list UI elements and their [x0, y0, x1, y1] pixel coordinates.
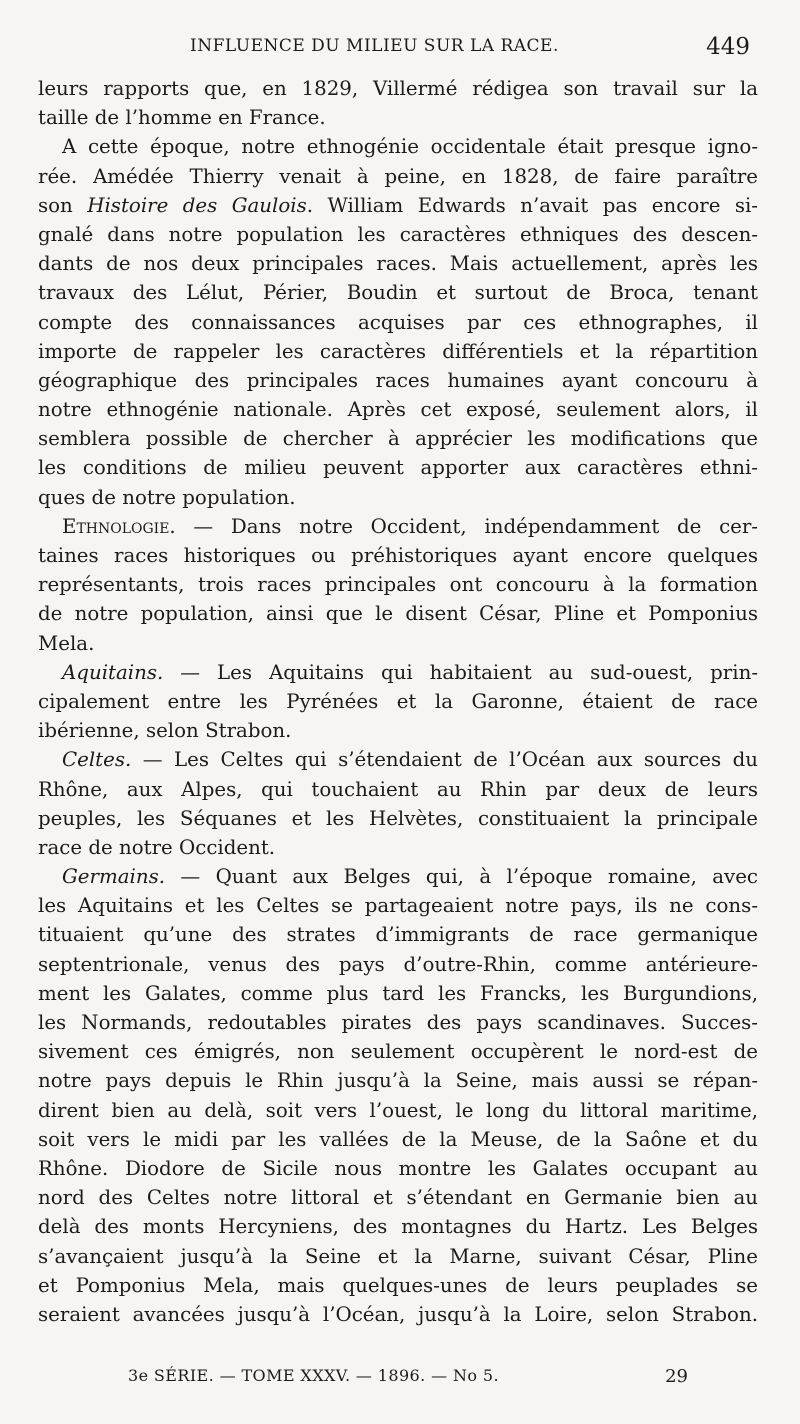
text-run: sivement ces émigrés, non seulement occupèrent le nord-est de [38, 1040, 758, 1064]
text-run: s’avançaient jusqu’à la Seine et la Marne, suivant César, Pline [38, 1244, 758, 1268]
text-run: peuples, les Séquanes et les Helvètes, constituaient la principale [38, 806, 758, 830]
text-line [38, 337, 758, 366]
text-line [38, 308, 758, 337]
text-run: et Pomponius Mela, mais quelques-unes de leurs peuplades se [38, 1273, 758, 1297]
text-run: notre ethnogénie nationale. Après cet exposé, seulement alors, il [38, 398, 758, 422]
text-run: seraient avancées jusqu’à l’Océan, jusqu’à la Loire, selon Strabon. [38, 1302, 758, 1326]
text-line [38, 395, 758, 424]
text-run: de notre population, ainsi que le disent César, Pline et Pomponius [38, 602, 758, 626]
text-run: A cette époque, notre ethnogénie occidentale était presque igno- [62, 135, 758, 159]
section-heading: Ethnologie. [62, 514, 176, 538]
text-run: taines races historiques ou préhistoriques ayant encore quelques [38, 544, 758, 567]
text-line [38, 950, 758, 979]
text-run: notre pays depuis le Rhin jusqu’à la Seine, mais aussi se répan- [38, 1069, 758, 1093]
text-run: . William Edwards n’avait pas encore si- [306, 193, 758, 217]
text-line [38, 1242, 758, 1271]
text-run: les Aquitains et les Celtes se partageaient notre pays, ils ne cons- [38, 894, 758, 918]
text-run: gnalé dans notre population les caractères ethniques des descen- [38, 222, 758, 246]
text-run: représentants, trois races principales ont concouru à la formation [38, 573, 758, 597]
italic-run: Germains. [62, 865, 166, 889]
text-line [38, 132, 758, 161]
text-run: delà des monts Hercyniens, des montagnes du Hartz. Les Belges [38, 1215, 758, 1239]
footer-series-info: 3e SÉRIE. — TOME XXXV. — 1896. — No 5. [128, 1366, 499, 1385]
page-number: 449 [706, 34, 750, 60]
text-line [38, 74, 758, 103]
text-line [38, 658, 758, 687]
text-line [38, 453, 758, 482]
italic-run: Aquitains. [62, 660, 164, 684]
text-line [38, 891, 758, 920]
text-line [38, 716, 758, 745]
text-run: Rhône, aux Alpes, qui touchaient au Rhin par deux de leurs [38, 777, 758, 801]
text-line [38, 1212, 758, 1241]
text-run: importe de rappeler les caractères différentiels et la répartition [38, 339, 758, 363]
running-title: INFLUENCE DU MILIEU SUR LA RACE. [190, 36, 559, 56]
text-line [38, 424, 758, 453]
text-line [38, 920, 758, 949]
text-line [38, 1300, 758, 1329]
text-run: taille de l’homme en France. [38, 106, 326, 130]
text-line [38, 366, 758, 395]
text-run: dirent bien au delà, soit vers l’ouest, le long du littoral maritime, [38, 1098, 758, 1122]
text-line [38, 862, 758, 891]
text-run: — Quant aux Belges qui, à l’époque romaine, avec [165, 865, 758, 889]
text-line [38, 512, 758, 541]
body-text [38, 74, 758, 1329]
text-line [38, 162, 758, 191]
text-run: compte des connaissances acquises par ces ethnographes, il [38, 310, 758, 334]
text-line [38, 1125, 758, 1154]
text-line [38, 1037, 758, 1066]
text-line [38, 833, 758, 862]
text-run: Mela. [38, 631, 95, 655]
italic-run: Histoire des Gaulois [87, 193, 307, 217]
text-run: travaux des Lélut, Périer, Boudin et surtout de Broca, tenant [38, 281, 758, 305]
italic-run: Celtes. [62, 748, 132, 772]
text-line [38, 1096, 758, 1125]
text-line [38, 979, 758, 1008]
text-run: les conditions de milieu peuvent apporter aux caractères ethni- [38, 456, 758, 480]
text-line [38, 629, 758, 658]
text-line [38, 599, 758, 628]
text-line [38, 1271, 758, 1300]
text-run: — Dans notre Occident, indépendamment de cer- [175, 514, 758, 538]
text-run: ques de notre population. [38, 485, 296, 509]
text-run: race de notre Occident. [38, 835, 276, 859]
text-run: ment les Galates, comme plus tard les Francks, les Burgundions, [38, 981, 758, 1005]
running-head [190, 34, 750, 64]
text-run: ibérienne, selon Strabon. [38, 719, 292, 743]
text-run: tituaient qu’une des strates d’immigrants de race germanique [38, 923, 758, 947]
text-run: les Normands, redoutables pirates des pays scandinaves. Succes- [38, 1011, 758, 1034]
text-line [38, 220, 758, 249]
text-line [38, 1066, 758, 1095]
text-line [38, 249, 758, 278]
text-line [38, 103, 758, 132]
page-footer [128, 1366, 688, 1392]
text-run: dants de nos deux principales races. Mais actuellement, après les [38, 252, 758, 276]
text-line [38, 1183, 758, 1212]
text-line [38, 687, 758, 716]
text-run: soit vers le midi par les vallées de la Meuse, de la Saône et du [38, 1127, 758, 1151]
text-line [38, 804, 758, 833]
text-run: cipalement entre les Pyrénées et la Garonne, étaient de race [38, 689, 758, 713]
text-line [38, 483, 758, 512]
footer-sheet-number: 29 [665, 1366, 688, 1387]
text-line [38, 775, 758, 804]
text-run: nord des Celtes notre littoral et s’étendant en Germanie bien au [38, 1186, 758, 1210]
text-line [38, 541, 758, 570]
text-line [38, 745, 758, 774]
text-run: Rhône. Diodore de Sicile nous montre les Galates occupant au [38, 1156, 758, 1180]
text-run: son [38, 193, 88, 217]
text-line [38, 278, 758, 307]
text-line [38, 1154, 758, 1183]
text-line [38, 1008, 758, 1037]
text-run: leurs rapports que, en 1829, Villermé rédigea son travail sur la [38, 77, 758, 100]
text-run: septentrionale, venus des pays d’outre-Rhin, comme antérieure- [38, 952, 758, 976]
text-run: — Les Aquitains qui habitaient au sud-ouest, prin- [163, 660, 758, 684]
text-run: géographique des principales races humaines ayant concouru à [38, 368, 758, 392]
text-run: — Les Celtes qui s’étendaient de l’Océan aux sources du [131, 748, 758, 772]
text-run: semblera possible de chercher à apprécier les modifications que [38, 427, 758, 451]
text-run: rée. Amédée Thierry venait à peine, en 1828, de faire paraître [38, 164, 758, 188]
text-line [38, 191, 758, 220]
text-line [38, 570, 758, 599]
